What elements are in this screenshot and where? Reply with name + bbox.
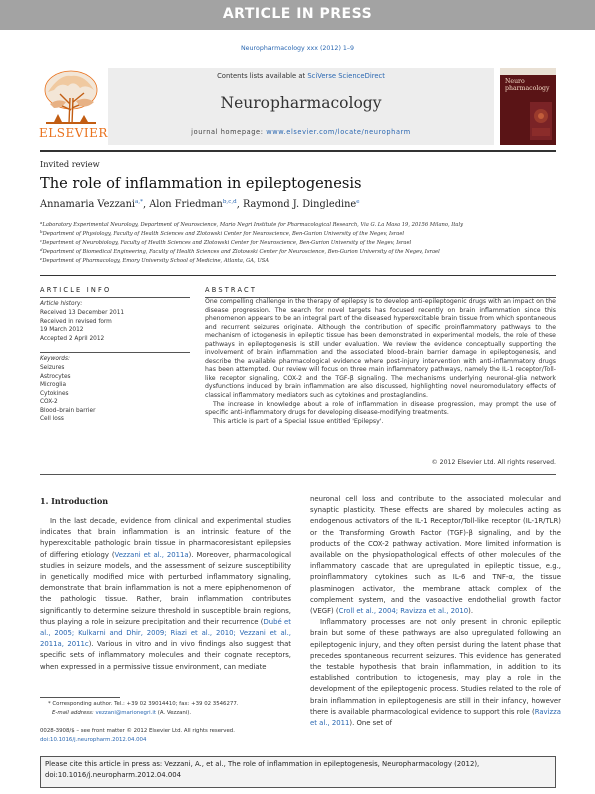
email-note <box>52 710 191 716</box>
affiliation-marker: a <box>40 220 43 225</box>
keyword: Cytokines <box>40 390 69 397</box>
cover-title-line: pharmacology <box>505 85 550 92</box>
author-list: Annamaria Vezzani$^{a,*}$, Alon Friedman$^{b,c,d}$, Raymond J. Dingledine$^e$ <box>40 199 360 210</box>
history-line: Received 13 December 2011 <box>40 310 125 316</box>
affiliation-text: Department of Pharmacology, Emory University School of Medicine, Atlanta, GA, USA <box>42 258 269 264</box>
journal-homepage-line <box>108 128 494 136</box>
citation-link[interactable]: Croll et al., 2004; Ravizza et al., 2010 <box>338 607 469 616</box>
abstract-paragraph: The increase in knowledge about a role of inflammation in disease progression, may prompt the use of specific anti-inflammatory drugs for developing disease-modifying treatments. <box>205 400 556 417</box>
affiliation-text: Department of Physiology, Faculty of Health Sciences and Zlotowski Center for Neuroscience, Ben-Gurion University of the Negev, Israel <box>42 231 405 237</box>
text-run: In the last decade, evidence from clinical and experimental studies indicates that brain inflammation is an intrinsic feature of the hyperexcitable pathologic brain tissue in pharmacoresistant epilepsies of differing etiology ( <box>40 517 291 559</box>
keyword: Cell loss <box>40 416 64 422</box>
email-suffix: (A. Vezzani). <box>156 710 192 716</box>
copyright-notice: © 2012 Elsevier Ltd. All rights reserved. <box>431 459 556 466</box>
cover-top-strip <box>500 68 556 75</box>
journal-cover-thumbnail <box>500 68 556 145</box>
history-line: Accepted 2 April 2012 <box>40 335 105 342</box>
text-run: neuronal cell loss and contribute to the associated molecular and synaptic plasticity. These effects are shared by molecules acting as endogenous activators of the IL-1 Receptor/Toll-like receptor (IL-1R/TLR) or the Transforming Growth Factor (TGF)-β signaling, and by the products of the COX-2 pathway activation. More limited information is available on the physiopathological effects of other molecules of the inflammatory cascade that are upregulated in epileptic tissue, e.g., proinflammatory cytokines such as IL-6 and TNF-α, the tissue plasminogen activator, the membrane attack complex of the complement system, and the vasoactive endothelial growth factor (VEGF) ( <box>310 495 561 616</box>
keyword: COX-2 <box>40 399 58 405</box>
affiliation-text: Department of Neurobiology, Faculty of Health Sciences and Zlotowski Center for Neuroscience, Ben-Gurion University of the Negev, Israel <box>42 240 412 246</box>
author-affiliation-marker[interactable]: b,c,d <box>222 199 237 205</box>
email-link[interactable]: vezzani@marionegri.it <box>95 710 156 716</box>
section-heading-introduction: 1. Introduction <box>40 496 109 506</box>
intro-paragraph <box>40 516 291 673</box>
article-info-heading: ARTICLE INFO <box>40 286 112 294</box>
intro-right-column <box>310 494 561 729</box>
journal-title: Neuropharmacology <box>220 94 382 112</box>
history-label: Article history: <box>40 301 83 307</box>
article-type: Invited review <box>40 159 100 169</box>
elsevier-wordmark: ELSEVIER <box>39 126 108 140</box>
intro-left-column <box>40 516 291 673</box>
email-label: E-mail address: <box>52 710 96 716</box>
affiliation <box>40 256 269 264</box>
intro-paragraph <box>310 494 561 617</box>
affiliation-text: Department of Biomedical Engineering, Faculty of Health Sciences and Zlotowski Center for Neuroscience, Ben-Gurion University of the Negev, Israel <box>42 249 440 255</box>
cover-title-line: Neuro <box>505 78 525 85</box>
abstract-body <box>205 298 556 426</box>
text-run: ). Moreover, pharmacological studies in seizure models, and the assessment of seizure susceptibility in genetically modified mice with perturbed inflammatory signaling, demonstrate that brain inflammation is not a mere epiphenomenon of the pathologic tissue. Rather, brain inflammation contributes significantly to determine seizure threshold in susceptible brain regions, thus playing a role in seizure precipitation and their recurrence ( <box>40 550 291 626</box>
abstract-end-rule <box>40 474 556 475</box>
affiliations-rule <box>40 275 556 276</box>
footnote-rule <box>40 697 120 698</box>
text-run: ). One set of <box>349 719 393 728</box>
contents-prefix: Contents lists available at <box>217 72 308 80</box>
affiliation <box>40 247 440 255</box>
affiliation <box>40 229 404 237</box>
abstract-paragraph: One compelling challenge in the therapy of epilepsy is to develop anti-epileptogenic drugs with an impact on the disease progression. The search for novel targets has focused recently on brain inflammation since this phenomenon appears to be an integral part of the diseased hyperexcitable brain tissue from which spontaneous and recurrent seizures originate. Although the contribution of specific proinflammatory pathways to the mechanism of ictogenesis in epileptic tissue has been demonstrated in experimental models, the role of these pathways in epileptogenesis is still under evaluation. We review the evidence conceptually supporting the involvement of brain inflammation and the associated blood–brain barrier damage in epileptogenesis, and describe the available pharmacological evidence where post-injury intervention with anti-inflammatory drugs has been attempted. Our review will focus on three main inflammatory pathways, namely the IL-1 receptor/Toll-like receptor signaling, COX-2 and the TGF-β signaling. The mechanisms underlying neuronal-glia network dysfunctions induced by brain inflammation are also discussed, highlighting novel neuromodulatory effects of classical inflammatory mediators such as cytokines and prostaglandins. <box>205 298 556 400</box>
author-affiliation-marker[interactable]: a,* <box>135 199 143 205</box>
keywords-rule <box>40 352 190 353</box>
citation-link[interactable]: Ravizza et al., 2011 <box>310 707 561 728</box>
text-run: ). Various in vitro and in vivo findings also suggest that specific sets of inflammatory molecules and their cognate receptors, when expressed in a permissive tissue environment, can mediate <box>40 640 291 671</box>
header-rule <box>40 150 556 152</box>
affiliation-text: Laboratory Experimental Neurology, Department of Neuroscience, Mario Negri Institute for Pharmacological Research, Via G. La Masa 19, 20156 Milano, Italy <box>42 222 464 228</box>
cover-title <box>505 78 550 92</box>
history-line: Received in revised form <box>40 318 112 325</box>
issn-line: 0028-3908/$ – see front matter © 2012 Elsevier Ltd. All rights reserved. <box>40 728 235 734</box>
text-run: Inflammatory processes are not only present in chronic epileptic brain but some of these pathways are also upregulated following an epileptogenic injury, and they often persist during the latent phase that precedes spontaneous recurrent seizures. This evidence has generated the testable hypothesis that brain inflammation, in addition to its established contribution to ictogenesis, may play a role in the development of the epileptogenic process. Studies related to the role of brain inflammation in epileptogenesis are still in their infancy, however there is available pharmacological evidence to support this role ( <box>310 618 561 716</box>
keywords-label: Keywords: <box>40 356 70 362</box>
homepage-link[interactable]: www.elsevier.com/locate/neuropharm <box>266 128 411 136</box>
author-name[interactable]: Raymond J. Dingledine <box>242 199 357 210</box>
article-info-rule <box>40 297 190 298</box>
history-line: 19 March 2012 <box>40 327 84 333</box>
citation-link[interactable]: Dubé et al., 2005; Kulkarni and Dhir, 2009; Riazi et al., 2010; Vezzani et al., 2011a, 2011c <box>40 617 291 649</box>
affiliation-marker: e <box>40 256 43 261</box>
doi-text[interactable]: doi:10.1016/j.neuropharm.2012.04.004 <box>40 737 147 743</box>
affiliation-marker: d <box>40 247 43 252</box>
author-name[interactable]: Annamaria Vezzani <box>40 199 136 210</box>
keyword: Microglia <box>40 382 67 388</box>
affiliation-marker: b <box>40 229 43 234</box>
citation-link[interactable]: Vezzani et al., 2011a <box>114 550 189 559</box>
cite-this-article-text: Please cite this article in press as: Vezzani, A., et al., The role of inflammation in epileptogenesis, Neuropharmacology (2012), doi:10.1016/j.neuropharm.2012.04.004 <box>45 760 480 779</box>
article-title: The role of inflammation in epileptogenesis <box>40 175 362 192</box>
contents-line <box>108 72 494 80</box>
corresponding-author-note: * Corresponding author. Tel.: +39 02 39014410; fax: +39 02 3546277. <box>48 701 239 707</box>
article-in-press-banner <box>0 0 595 30</box>
keyword: Blood–brain barrier <box>40 407 96 414</box>
cover-artwork-icon <box>528 98 554 142</box>
sciencedirect-link[interactable]: SciVerse ScienceDirect <box>307 72 385 80</box>
keyword: Astrocytes <box>40 373 71 380</box>
keyword: Seizures <box>40 365 65 371</box>
abstract-paragraph: This article is part of a Special Issue entitled 'Epilepsy'. <box>213 417 384 425</box>
banner-text: ARTICLE IN PRESS <box>222 6 373 22</box>
text-run: ). <box>468 607 474 616</box>
affiliation-marker: c <box>40 238 43 243</box>
homepage-prefix: journal homepage: <box>191 128 267 136</box>
author-affiliation-marker[interactable]: e <box>356 199 360 205</box>
doi-link[interactable] <box>40 737 146 743</box>
author-name[interactable]: Alon Friedman <box>149 199 223 210</box>
journal-citation-link[interactable]: Neuropharmacology xxx (2012) 1–9 <box>240 45 355 52</box>
affiliation <box>40 220 463 228</box>
affiliation <box>40 238 411 246</box>
intro-paragraph <box>310 617 561 729</box>
abstract-heading: ABSTRACT <box>205 286 258 294</box>
